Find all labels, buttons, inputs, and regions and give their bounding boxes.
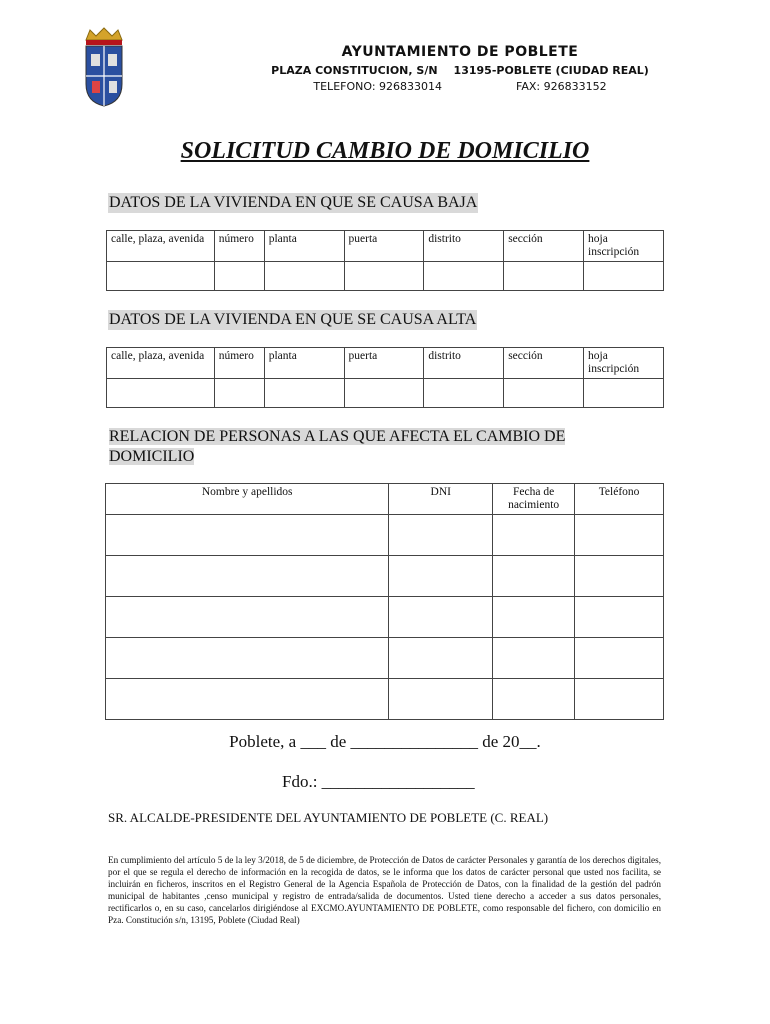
form-title: SOLICITUD CAMBIO DE DOMICILIO [180,138,590,164]
column-header: planta [264,348,344,379]
table-row [107,379,664,408]
input-cell-fecha[interactable] [493,515,575,556]
section-personas-heading [108,427,566,467]
column-header: hoja inscripción [584,348,664,379]
input-cell-fecha[interactable] [493,679,575,720]
input-cell-nombre[interactable] [106,556,389,597]
column-header: sección [504,348,584,379]
fax-number: FAX: 926833152 [516,80,607,93]
phone-number: TELEFONO: 926833014 [313,80,443,93]
table-personas [105,483,664,720]
input-cell-nombre[interactable] [106,638,389,679]
section-personas-heading-line2: DOMICILIO [109,448,195,465]
column-header: número [214,348,264,379]
table-baja [106,230,664,291]
table-header-row [107,231,664,262]
section-baja-heading: DATOS DE LA VIVIENDA EN QUE SE CAUSA BAJA [109,194,478,211]
date-line[interactable]: Poblete, a ___ de _______________ de 20__. [229,732,541,751]
input-cell-fecha[interactable] [493,556,575,597]
table-row [106,638,664,679]
table-alta [106,347,664,408]
organization-name: AYUNTAMIENTO DE POBLETE [341,44,579,60]
column-header: hoja inscripción [584,231,664,262]
coat-of-arms-logo [80,26,128,108]
input-cell-distrito[interactable] [424,262,504,291]
postal-city: 13195-POBLETE (CIUDAD REAL) [453,64,649,77]
input-cell-dni[interactable] [389,515,493,556]
input-cell-nombre[interactable] [106,597,389,638]
column-header: Fecha de nacimiento [493,484,575,515]
column-header: puerta [344,231,424,262]
column-header: puerta [344,348,424,379]
contact-line [150,80,770,93]
input-cell-distrito[interactable] [424,379,504,408]
input-cell-seccion[interactable] [504,379,584,408]
input-cell-telefono[interactable] [575,638,664,679]
column-header: distrito [424,231,504,262]
column-header: DNI [389,484,493,515]
column-header: distrito [424,348,504,379]
input-cell-puerta[interactable] [344,379,424,408]
table-row [106,556,664,597]
input-cell-calle[interactable] [107,262,215,291]
input-cell-dni[interactable] [389,679,493,720]
signature-line[interactable]: Fdo.: __________________ [282,772,475,791]
input-cell-telefono[interactable] [575,597,664,638]
address-line [150,64,770,77]
column-header: sección [504,231,584,262]
section-alta-heading: DATOS DE LA VIVIENDA EN QUE SE CAUSA ALTA [109,311,477,328]
table-row [106,597,664,638]
column-header: Nombre y apellidos [106,484,389,515]
input-cell-fecha[interactable] [493,597,575,638]
column-header: Teléfono [575,484,664,515]
input-cell-dni[interactable] [389,597,493,638]
input-cell-telefono[interactable] [575,556,664,597]
input-cell-seccion[interactable] [504,262,584,291]
input-cell-nombre[interactable] [106,679,389,720]
column-header: calle, plaza, avenida [107,348,215,379]
input-cell-nombre[interactable] [106,515,389,556]
input-cell-hoja[interactable] [584,262,664,291]
section-personas-heading-line1: RELACION DE PERSONAS A LAS QUE AFECTA EL CAMBIO DE [109,428,566,445]
input-cell-hoja[interactable] [584,379,664,408]
column-header: número [214,231,264,262]
column-header: calle, plaza, avenida [107,231,215,262]
input-cell-dni[interactable] [389,638,493,679]
input-cell-dni[interactable] [389,556,493,597]
input-cell-calle[interactable] [107,379,215,408]
column-header: planta [264,231,344,262]
table-header-row [106,484,664,515]
input-cell-planta[interactable] [264,379,344,408]
table-row [107,262,664,291]
table-header-row [107,348,664,379]
input-cell-telefono[interactable] [575,679,664,720]
addressee: SR. ALCALDE-PRESIDENTE DEL AYUNTAMIENTO DE POBLETE (C. REAL) [108,810,549,825]
input-cell-fecha[interactable] [493,638,575,679]
input-cell-puerta[interactable] [344,262,424,291]
street-address: PLAZA CONSTITUCION, S/N [271,64,438,77]
input-cell-numero[interactable] [214,379,264,408]
legal-notice: En cumplimiento del artículo 5 de la ley 3/2018, de 5 de diciembre, de Protección de Datos de carácter Personales y garantía de los derechos digitales, por el que se regula el derecho de información en la recogida de datos, se le informa que los datos de carácter personal que usted nos facilita, se incluirán en ficheros, inscritos en el Registro General de la Agencia Española de Protección de Datos, con la finalidad de la gestión del padrón municipal de habitantes ,censo municipal y registro de entrada/salida de documentos. Usted tiene derecho a acceder a sus datos personales, rectificarlos o, en su caso, cancelarlos dirigiéndose al EXCMO.AYUNTAMIENTO DE POBLETE, como responsable del fichero, con domicilio en Pza. Constitución s/n, 13195, Poblete (Ciudad Real) [108,855,661,926]
input-cell-planta[interactable] [264,262,344,291]
table-row [106,515,664,556]
table-row [106,679,664,720]
input-cell-telefono[interactable] [575,515,664,556]
input-cell-numero[interactable] [214,262,264,291]
